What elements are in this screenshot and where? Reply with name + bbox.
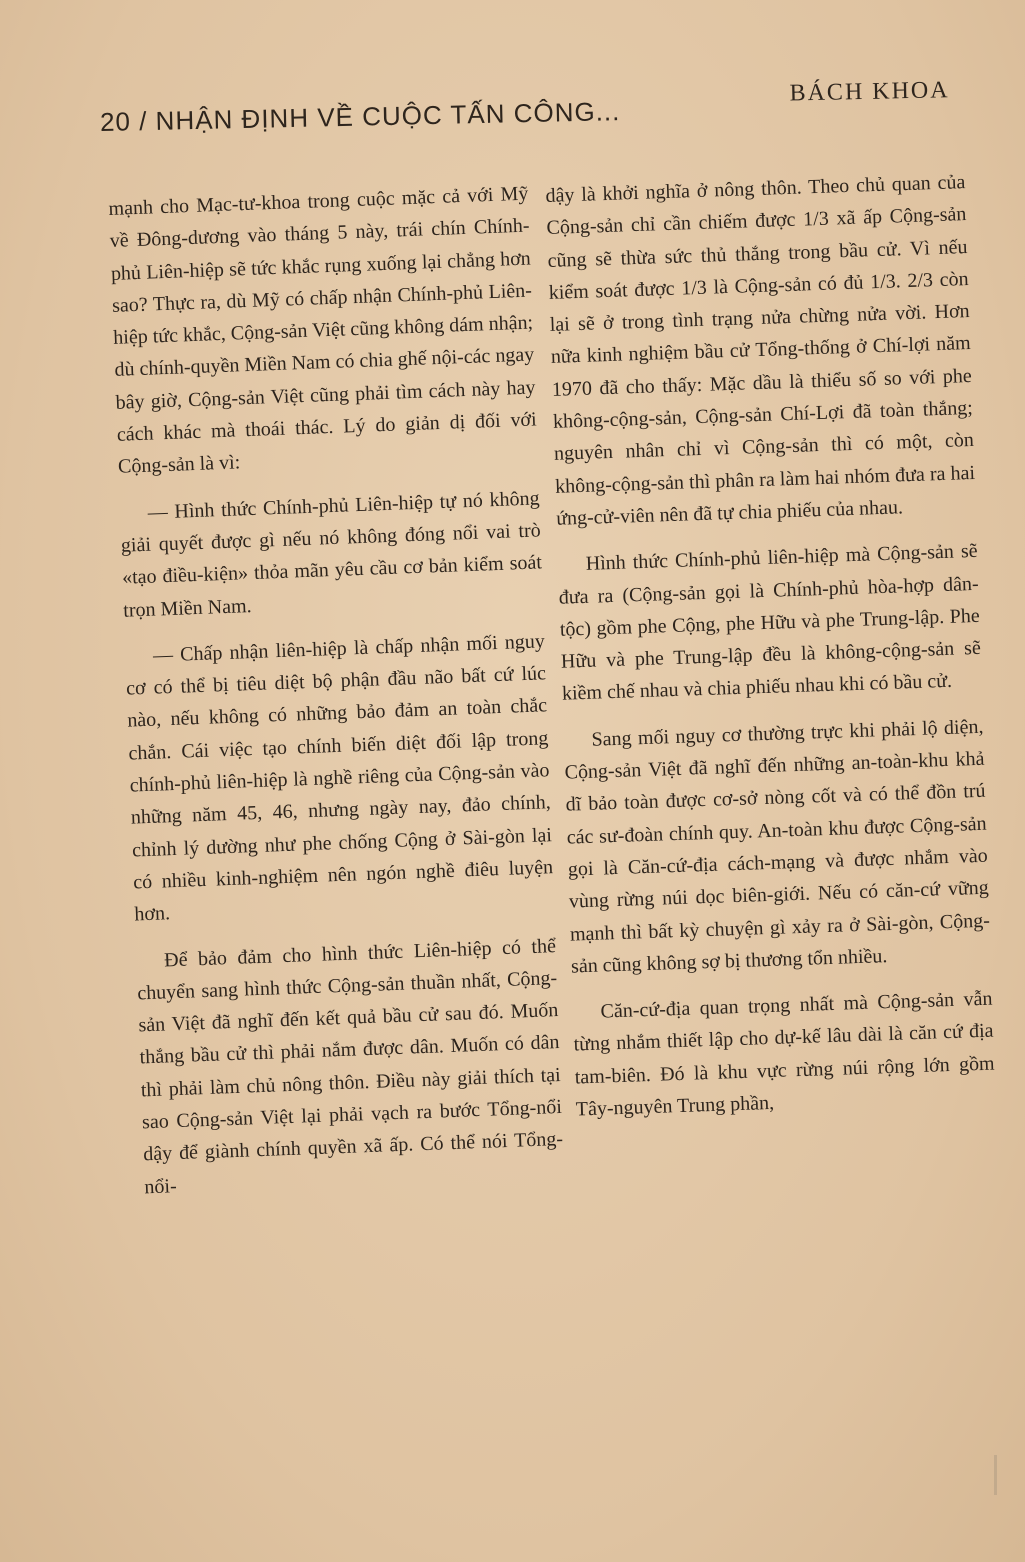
paragraph: Để bảo đảm cho hình thức Liên-hiệp có thể chuyển sang hình thức Cộng-sản thuần nhất, Cộng-sản Việt đã nghĩ đến kết quả bầu cử sau đó. Muốn thắng bầu cử thì phải nắm được dân. Muốn có dân thì phải làm chủ nông thôn. Điều này giải thích tại sao Cộng-sản Việt lại phải vạch ra bước Tổng-nổi dậy để giành chính quyền xã ấp. Có thể nói Tổng-nổi-	[136, 934, 564, 1198]
paragraph: Hình thức Chính-phủ liên-hiệp mà Cộng-sản sẽ đưa ra (Cộng-sản gọi là Chính-phủ hòa-hợp dân-tộc) gồm phe Cộng, phe Hữu và phe Trung-lập. Phe Hữu và phe Trung-lập đều là không-cộng-sản sẽ kiềm chế nhau và chia phiếu nhau khi có bầu cử.	[558, 540, 982, 706]
magazine-name: BÁCH KHOA	[789, 77, 950, 107]
paragraph: — Hình thức Chính-phủ Liên-hiệp tự nó không giải quyết được gì nếu nó không đóng nổi vai trò «tạo điều-kiện» thỏa mãn yêu cầu cơ bản kiểm soát trọn Miền Nam.	[120, 487, 543, 622]
right-column	[545, 166, 997, 1140]
page-header	[99, 77, 950, 145]
left-column	[108, 178, 565, 1218]
running-title: 20 / NHẬN ĐỊNH VỀ CUỘC TẤN CÔNG...	[99, 96, 621, 137]
page-edge-mark	[994, 1455, 997, 1495]
paragraph: dậy là khởi nghĩa ở nông thôn. Theo chủ quan của Cộng-sản chỉ cần chiếm được 1/3 xã ấp Cộng-sản cũng sẽ thừa sức thủ thắng trong bầu cử. Vì nếu kiểm soát được 1/3 là Cộng-sản có đủ 1/3. 2/3 còn lại sẽ ở trong tình trạng nửa chừng nửa vời. Hơn nữa kinh nghiệm bầu cử Tổng-thống ở Chí-lợi năm 1970 đã cho thấy: Mặc dầu là thiểu số so với phe không-cộng-sản, Cộng-sản Chí-Lợi đã toàn thắng; nguyên nhân chỉ vì Cộng-sản thì có một, còn không-cộng-sản thì phân ra làm hai nhóm đưa ra hai ứng-cử-viên nên đã tự chia phiếu của nhau.	[545, 171, 976, 530]
paragraph: mạnh cho Mạc-tư-khoa trong cuộc mặc cả với Mỹ về Đông-dương vào tháng 5 này, trái chín Chính-phủ Liên-hiệp sẽ tức khắc rụng xuống lại chẳng hơn sao? Thực ra, dù Mỹ có chấp nhận Chính-phủ Liên-hiệp tức khắc, Cộng-sản Việt cũng không dám nhận; dù chính-quyền Miền Nam có chia ghế nội-các ngay bây giờ, Cộng-sản Việt cũng phải tìm cách này hay cách khác mà thoái thác. Lý do giản dị đối với Cộng-sản là vì:	[108, 182, 537, 479]
paragraph: Sang mối nguy cơ thường trực khi phải lộ diện, Cộng-sản Việt đã nghĩ đến những an-toàn-khu khả dĩ bảo toàn được cơ-sở nòng cốt và có thể đồn trú các sư-đoàn chính quy. An-toàn khu được Cộng-sản gọi là Căn-cứ-địa cách-mạng và được nhắm vào vùng rừng núi dọc biên-giới. Nếu có căn-cứ vững mạnh thì bất kỳ chuyện gì xảy ra ở Sài-gòn, Cộng-sản cũng không sợ bị thương tổn nhiều.	[564, 715, 991, 978]
paragraph: — Chấp nhận liên-hiệp là chấp nhận mối nguy cơ có thể bị tiêu diệt bộ phận đầu não bất cứ lúc nào, nếu không có những bảo đảm an toàn chắc chắn. Cái việc tạo chính biến diệt đối lập trong chính-phủ liên-hiệp là nghề riêng của Cộng-sản vào những năm 45, 46, nhưng ngày nay, đảo chính, chỉnh lý dường như phe chống Cộng ở Sài-gòn lại có nhiều kinh-nghiệm nên ngón nghề điêu luyện hơn.	[125, 630, 554, 926]
paragraph: Căn-cứ-địa quan trọng nhất mà Cộng-sản vẫn từng nhắm thiết lập cho dự-kế lâu dài là căn cứ địa tam-biên. Đó là khu vực rừng núi rộng lớn gồm Tây-nguyên Trung phần,	[573, 987, 995, 1121]
